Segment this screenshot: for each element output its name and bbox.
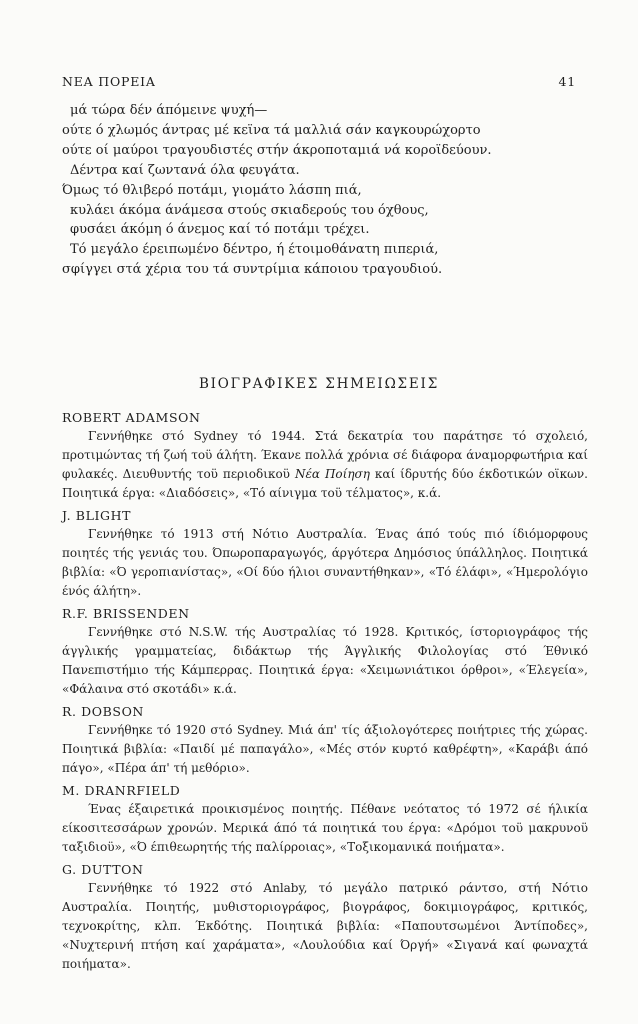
poem-line: σφίγγει στά χέρια του τά συντρίμια κάποιου τραγουδιού. xyxy=(62,262,443,278)
journal-title: ΝΕΑ ΠΟΡΕΙΑ xyxy=(62,74,156,89)
bio-name: R.F. BRISSENDEN xyxy=(62,606,190,621)
bio-entry xyxy=(62,506,588,601)
bio-name: ROBERT ADAMSON xyxy=(62,410,201,425)
poem-line: Όμως τό θλιβερό ποτάμι, γιομάτο λάσπη πιά, xyxy=(62,182,362,198)
poem-line: μά τώρα δέν άπόμεινε ψυχή— xyxy=(70,103,268,118)
bio-entry xyxy=(62,860,588,974)
bio-text: Γεννήθηκε τό 1920 στό Sydney. Μιά άπ' τίς άξιολογότερες ποιήτριες τής χώρας. Ποιητικά βιβλία: «Παιδί μέ παπαγάλο», «Μές στόν κυρτό καθρέφτη», «Καράβι άπό πάγο», «Πέρα άπ' τή μεθόριο». xyxy=(62,723,588,775)
poem-line: Τό μεγάλο έρειπωμένο δέντρο, ή έτοιμοθάνατη πιπεριά, xyxy=(70,242,439,258)
section-title: ΒΙΟΓΡΑΦΙΚΕΣ ΣΗΜΕΙΩΣΕΙΣ xyxy=(198,376,440,392)
poem-line: φυσάει άκόμη ό άνεμος καί τό ποτάμι τρέχει. xyxy=(70,222,370,238)
bio-entry xyxy=(62,604,588,699)
bio-text-part: Γεννήθηκε στό Sydney τό 1944. Στά δεκατρία του παράτησε τό σχολειό, προτιμώντας τή ζωή τοϋ άλήτη. Έκανε πολλά χρόνια σέ διάφορα άναμορφωτήρια καί φυλακές. Διευθυντής τοϋ περιοδικοϋ xyxy=(62,429,588,481)
bio-text: Γεννήθηκε τό 1922 στό Anlaby, τό μεγάλο πατρικό ράντσο, στή Νότιο Αυστραλία. Ποιητής, μυθιστοριογράφος, βιογράφος, δοκιμιογράφος, κριτικός, τεχνοκρίτης, κλπ. Έκδότης. Ποιητικά βιβλία: «Παπουτσωμένοι Άντίποδες», «Νυχτερινή πτήση καί χαράματα», «Λουλούδια καί Όργή» «Σιγανά καί φωναχτά ποιήματα». xyxy=(62,881,588,971)
bio-name: G. DUTTON xyxy=(62,862,144,877)
bio-text: Ένας έξαιρετικά προικισμένος ποιητής. Πέθανε νεότατος τό 1972 σέ ήλικία είκοσιτεσσάρων χρονών. Μερικά άπό τά ποιητικά του έργα: «Δρόμοι τοϋ μακρυνοϋ ταξιδιοϋ», «Ό έπιθεωρητής τής παλίρροιας», «Τοξικομανικά ποιήματα». xyxy=(62,802,588,854)
bio-name: R. DOBSON xyxy=(62,704,144,719)
bio-entry xyxy=(62,702,588,778)
bio-text: Γεννήθηκε τό 1913 στή Νότιο Αυστραλία. Ένας άπό τούς πιό ίδιόμορφους ποιητές τής γενιάς του. Όπωροπαραγωγός, άργότερα Δημόσιος ύπάλληλος. Ποιητικά βιβλία: «Ό γεροπιανίστας», «Οί δύο ήλιοι συναντήθηκαν», «Τό έλάφι», «Ήμερολόγιο ένός άλήτη». xyxy=(62,527,588,598)
poem-line: Δέντρα καί ζωντανά όλα φευγάτα. xyxy=(70,162,300,178)
bio-entry xyxy=(62,408,588,503)
bio-text-part: καί ίδρυτής δύο έκδοτικών οϊκων. Ποιητικά έργα: «Διαδόσεις», «Τό αίνιγμα τοϋ τέλματος», κ.ά. xyxy=(62,467,588,500)
biographical-notes xyxy=(62,408,588,977)
bio-entry xyxy=(62,781,588,857)
poem-fragment xyxy=(62,101,602,280)
bio-name: M. DRANRFIELD xyxy=(62,783,181,798)
poem-line: ούτε ό χλωμός άντρας μέ κεϊνα τά μαλλιά σάν καγκουρώχορτο xyxy=(62,122,481,138)
bio-name: J. BLIGHT xyxy=(62,508,132,523)
poem-line: ούτε οί μαύροι τραγουδιστές στήν άκροποταμιά νά κοροϊδεύουν. xyxy=(62,142,492,158)
bio-text: Γεννήθηκε στό N.S.W. τής Αυστραλίας τό 1928. Κριτικός, ίστοριογράφος τής άγγλικής γραμματείας, διδάκτωρ τής Άγγλικής Φιλολογίας στό Έθνικό Πανεπιστήμιο τής Κάμπερρας. Ποιητικά έργα: «Χειμωνιάτικοι όρθροι», «Έλεγεία», «Φάλαινα στό σκοτάδι» κ.ά. xyxy=(62,625,588,696)
bio-text xyxy=(62,427,588,503)
page-number: 41 xyxy=(558,74,576,89)
journal-name-emphasis: Νέα Ποίηση xyxy=(294,467,370,481)
running-header xyxy=(62,74,576,89)
poem-line: κυλάει άκόμα άνάμεσα στούς σκιαδερούς του όχθους, xyxy=(70,202,429,218)
